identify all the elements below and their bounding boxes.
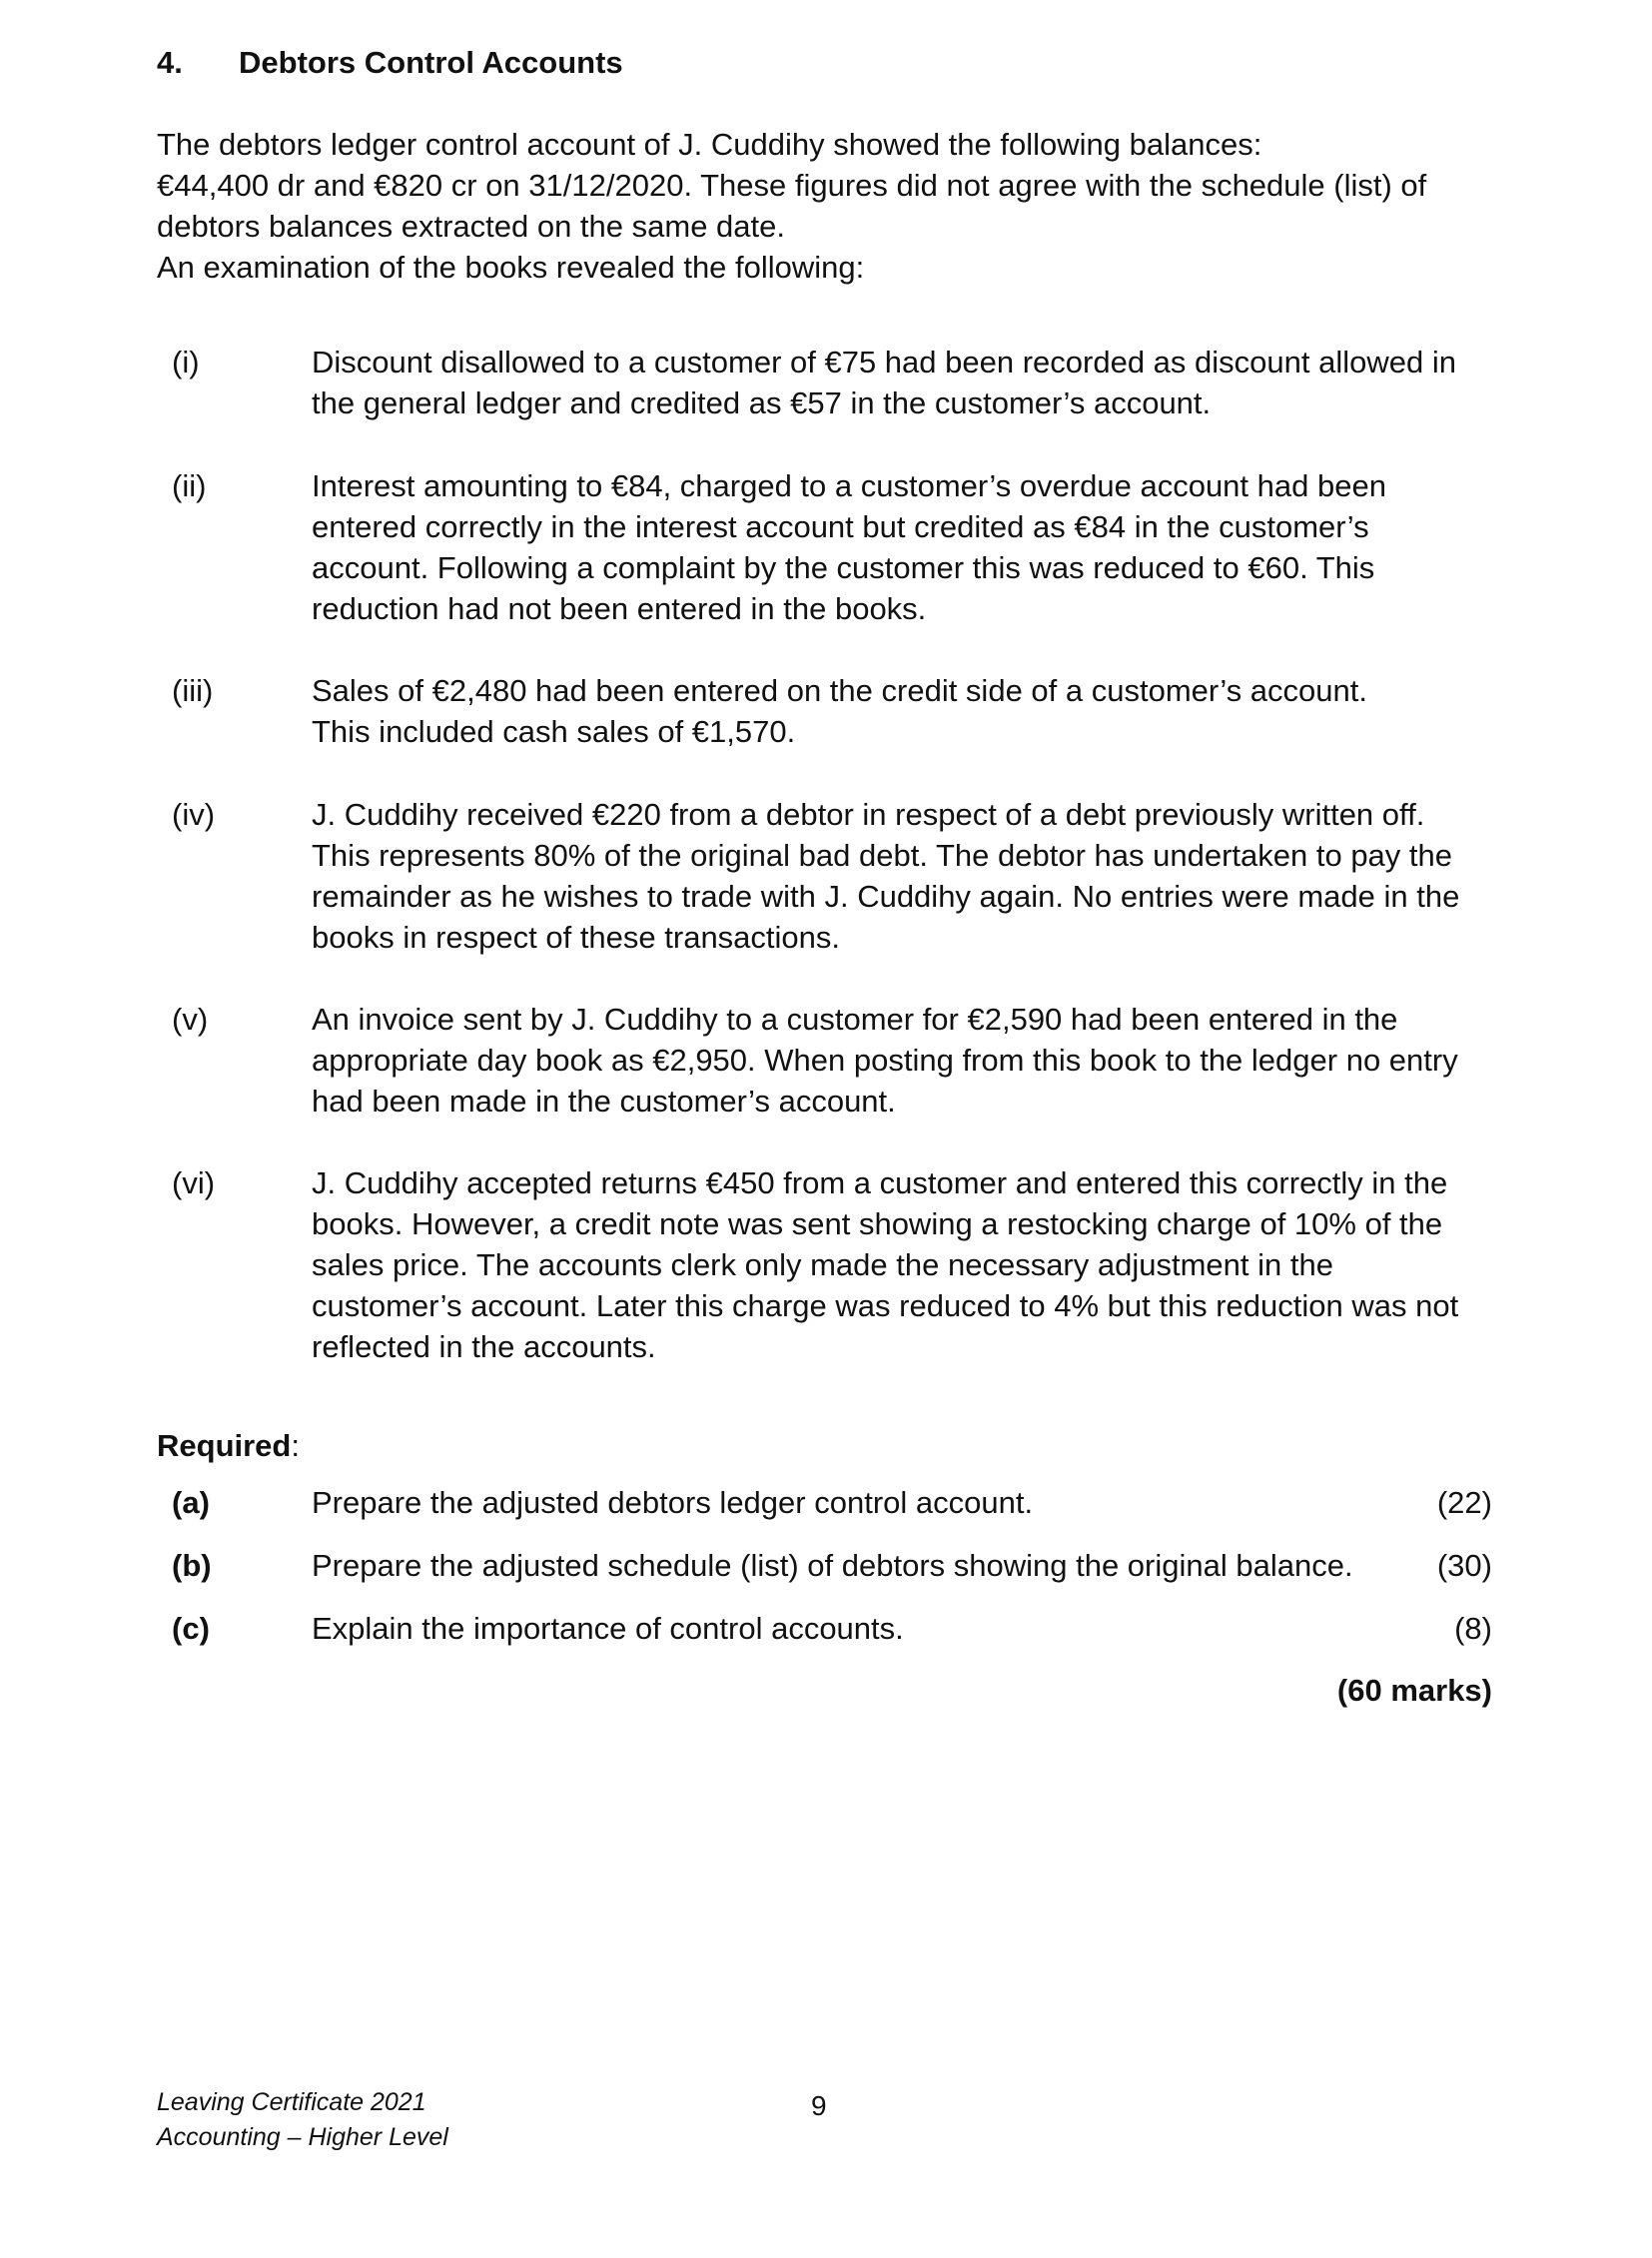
task-label: (a) (172, 1485, 210, 1520)
question-intro (157, 124, 1495, 288)
error-item-label: (ii) (172, 468, 207, 503)
error-item-text: Sales of €2,480 had been entered on the credit side of a customer’s account. This included cash sales of €1,570. (312, 673, 1367, 749)
task-label: (c) (172, 1611, 210, 1646)
task-marks: (22) (1436, 1485, 1492, 1520)
error-item-label: (iv) (172, 797, 216, 832)
error-item-text: Discount disallowed to a customer of €75 had been recorded as discount allowed in the general ledger and credited as €57 in the customer’s account. (312, 345, 1456, 420)
required-label: Required (157, 1428, 292, 1463)
error-item-label: (vi) (172, 1165, 216, 1200)
total-marks: (60 marks) (1336, 1673, 1492, 1708)
intro-line: An examination of the books revealed the following: (157, 250, 865, 285)
task-text: Explain the importance of control accounts. (312, 1611, 904, 1646)
required-heading (157, 1425, 300, 1466)
task-label: (b) (172, 1548, 212, 1583)
question-heading (157, 42, 623, 83)
task-row (0, 1482, 1652, 1526)
task-marks: (30) (1436, 1548, 1492, 1583)
error-item-label: (iii) (172, 673, 214, 708)
error-item-text: Interest amounting to €84, charged to a customer’s overdue account had been entered correctly in the interest account but credited as €84 in the customer’s account. Following a complaint by the customer this was reduced to €60. This reduction had not been entered in the books. (312, 468, 1386, 626)
intro-line: €44,400 dr and €820 cr on 31/12/2020. These figures did not agree with the schedule (list) of debtors balances extracted on the same date. (157, 168, 1427, 244)
error-item-label: (v) (172, 1002, 209, 1037)
task-text: Prepare the adjusted debtors ledger control account. (312, 1485, 1034, 1520)
footer-subject: Accounting – Higher Level (157, 2123, 448, 2151)
task-text: Prepare the adjusted schedule (list) of debtors showing the original balance. (312, 1548, 1353, 1583)
page-number: 9 (811, 2090, 827, 2121)
task-marks: (8) (1454, 1611, 1492, 1646)
error-item-text: J. Cuddihy received €220 from a debtor in respect of a debt previously written off. This represents 80% of the original bad debt. The debtor has undertaken to pay the remainder as he wishes to trade with J. Cuddihy again. No entries were made in the books in respect of these transactions. (312, 797, 1460, 955)
error-item-text: An invoice sent by J. Cuddihy to a customer for €2,590 had been entered in the appropriate day book as €2,950. When posting from this book to the ledger no entry had been made in the customer’s account. (312, 1002, 1458, 1119)
error-item-label: (i) (172, 345, 200, 379)
page-footer (157, 2085, 448, 2155)
question-number: 4. (157, 45, 183, 80)
question-title: Debtors Control Accounts (239, 45, 623, 80)
footer-exam-name: Leaving Certificate 2021 (157, 2088, 426, 2116)
task-row (0, 1545, 1652, 1589)
required-colon: : (291, 1428, 300, 1463)
intro-line: The debtors ledger control account of J. Cuddihy showed the following balances: (157, 127, 1262, 162)
error-item-text: J. Cuddihy accepted returns €450 from a customer and entered this correctly in the books. However, a credit note was sent showing a restocking charge of 10% of the sales price. The accounts clerk only made the necessary adjustment in the customer’s account. Later this charge was reduced to 4% but this reduction was not reflected in the accounts. (312, 1165, 1459, 1364)
task-row (0, 1608, 1652, 1652)
